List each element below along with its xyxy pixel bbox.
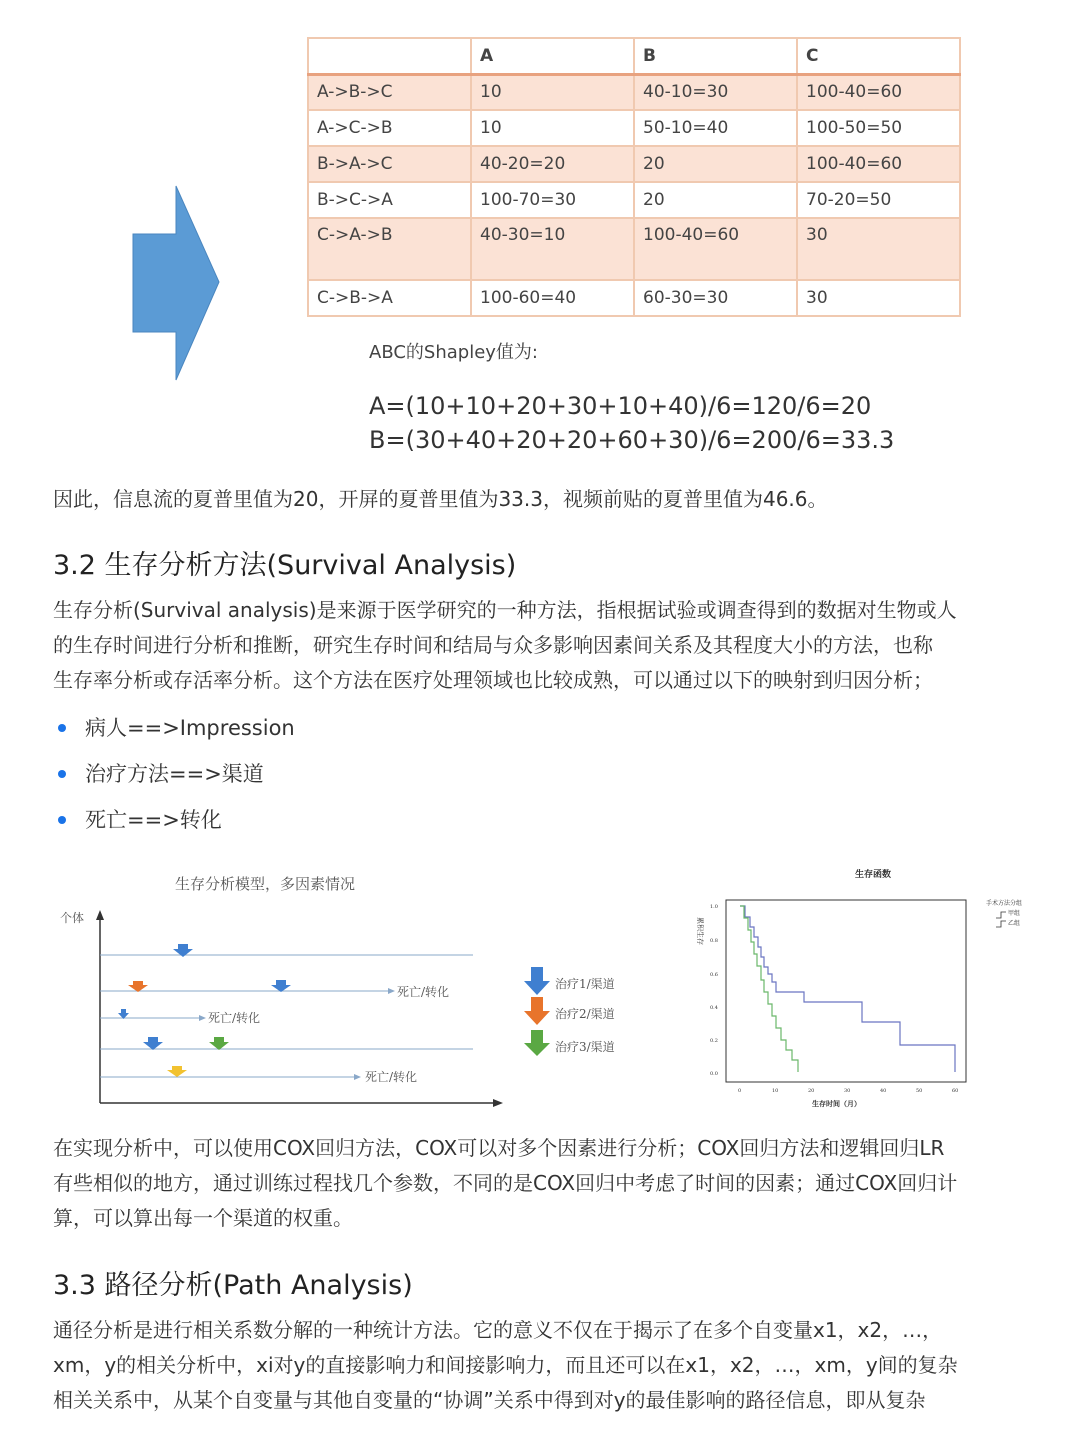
line-end-arrow-icon (354, 1074, 361, 1080)
table-cell: 20 (634, 182, 797, 218)
km-x-tick: 40 (880, 1088, 887, 1094)
paragraph-line: 生存率分析或存活率分析。这个方法在医疗处理领域也比较成熟，可以通过以下的映射到归因分析； (53, 668, 933, 692)
model-x-axis-arrow-icon (493, 1099, 503, 1107)
paragraph-line: 在实现分析中，可以使用COX回归方法，COX可以对多个因素进行分析；COX回归方法和逻辑回归LR (53, 1136, 945, 1160)
table-cell: 30 (797, 280, 960, 316)
km-y-label: 累积生存 (696, 917, 704, 945)
km-curve-group-1 (740, 906, 955, 1072)
bullet-dot-icon (58, 724, 66, 732)
paragraph-line: 有些相似的地方，通过训练过程找几个参数，不同的是COX回归中考虑了时间的因素；通过COX回归计 (53, 1171, 958, 1195)
paragraph-line: 相关关系中，从某个自变量与其他自变量的“协调”关系中得到对y的最佳影响的路径信息，即从复杂 (53, 1388, 926, 1412)
conclusion-text: 因此，信息流的夏普里值为20，开屏的夏普里值为33.3，视频前贴的夏普里值为46.6。 (53, 487, 828, 511)
legend-green-arrow-icon (524, 1030, 550, 1056)
model-legend (524, 967, 615, 1056)
table-header-row (308, 38, 960, 74)
table-cell: 20 (634, 146, 797, 182)
table-cell: 40-10=30 (634, 74, 797, 110)
model-y-label: 个体 (60, 911, 85, 925)
km-x-tick: 50 (916, 1088, 923, 1094)
km-x-tick: 0 (738, 1088, 742, 1094)
km-x-tick: 30 (844, 1088, 851, 1094)
table-cell: 70-20=50 (797, 182, 960, 218)
km-title: 生存函数 (855, 870, 892, 880)
table-cell: C->A->B (308, 218, 471, 280)
km-y-ticks (710, 904, 718, 1077)
km-y-tick: 0.2 (710, 1038, 718, 1044)
km-legend (986, 899, 1022, 927)
km-legend-title: 手术方法分组 (986, 900, 1023, 907)
table-cell: 100-60=40 (471, 280, 634, 316)
orange-down-arrow-icon (128, 981, 148, 992)
table-cell: A->B->C (308, 74, 471, 110)
table-cell: 100-40=60 (634, 218, 797, 280)
legend-orange-arrow-icon (524, 997, 550, 1025)
paragraph-line: 算，可以算出每一个渠道的权重。 (53, 1206, 353, 1230)
table-cell: 10 (471, 74, 634, 110)
km-y-tick: 0.8 (710, 938, 718, 944)
treatment-arrows (118, 944, 291, 1077)
paragraph-line: 的生存时间进行分析和推断，研究生存时间和结局与众多影响因素间关系及其程度大小的方法，也称 (53, 633, 933, 657)
green-down-arrow-icon (209, 1037, 229, 1050)
table-cell: 40-20=20 (471, 146, 634, 182)
table-header-cell (308, 38, 471, 74)
big-arrow-icon (128, 182, 224, 386)
cox-paragraph (53, 1131, 1063, 1236)
table-row (308, 74, 960, 110)
section-heading-3-3: 3.3 路径分析(Path Analysis) (53, 1270, 413, 1301)
bullet-dot-icon (58, 816, 66, 824)
bullet-dot-icon (58, 770, 66, 778)
km-legend-item: 甲组 (1008, 910, 1021, 917)
km-plot-frame (726, 900, 966, 1082)
table-row (308, 182, 960, 218)
table-header-cell: B (634, 38, 797, 74)
table-cell: 30 (797, 218, 960, 280)
table-header-cell: C (797, 38, 960, 74)
mapping-list (53, 710, 295, 848)
table-row (308, 146, 960, 182)
section-3-3-paragraph (53, 1313, 1063, 1418)
legend-label: 治疗3/渠道 (555, 1040, 615, 1054)
km-y-tick: 0.0 (710, 1071, 718, 1077)
legend-label: 治疗2/渠道 (555, 1007, 615, 1021)
table-cell: C->B->A (308, 280, 471, 316)
km-x-tick: 20 (808, 1088, 815, 1094)
list-item-label: 死亡==>转化 (85, 808, 222, 832)
model-y-axis-arrow-icon (96, 910, 104, 920)
km-x-label: 生存时间（月） (812, 1099, 861, 1108)
km-y-tick: 1.0 (710, 904, 718, 910)
table-cell: 100-70=30 (471, 182, 634, 218)
table-cell: 10 (471, 110, 634, 146)
blue-down-arrow-icon (143, 1037, 163, 1050)
table-header-cell: A (471, 38, 634, 74)
table-cell: 60-30=30 (634, 280, 797, 316)
km-legend-item: 乙组 (1008, 920, 1021, 927)
table-cell: 100-40=60 (797, 74, 960, 110)
table-cell: A->C->B (308, 110, 471, 146)
shapley-formula-a: A=(10+10+20+30+10+40)/6=120/6=20 (369, 392, 872, 420)
death-label: 死亡/转化 (397, 985, 450, 999)
death-label: 死亡/转化 (365, 1070, 418, 1084)
km-y-tick: 0.6 (710, 972, 718, 978)
table-cell: 100-50=50 (797, 110, 960, 146)
line-end-arrow-icon (388, 988, 395, 994)
km-y-tick: 0.4 (710, 1005, 718, 1011)
km-curve-group-2 (740, 906, 798, 1072)
table-row (308, 280, 960, 316)
shapley-table (307, 37, 961, 317)
km-x-ticks (738, 1088, 958, 1094)
survival-model-figure (55, 860, 645, 1115)
list-item (53, 802, 295, 848)
paragraph-line: xm，y的相关分析中，xi对y的直接影响力和间接影响力，而且还可以在x1，x2，…，xm，y间的复杂 (53, 1353, 958, 1377)
table-row (308, 218, 960, 280)
table-cell: 50-10=40 (634, 110, 797, 146)
yellow-down-arrow-icon (167, 1066, 187, 1077)
table-cell: B->C->A (308, 182, 471, 218)
shapley-title: ABC的Shapley值为: (369, 342, 538, 363)
km-x-tick: 10 (772, 1088, 779, 1094)
section-heading-3-2: 3.2 生存分析方法(Survival Analysis) (53, 550, 517, 581)
model-figure-title: 生存分析模型，多因素情况 (175, 875, 356, 893)
list-item (53, 756, 295, 802)
section-3-2-paragraph (53, 593, 1063, 698)
list-item-label: 病人==>Impression (85, 716, 295, 740)
paragraph-line: 通径分析是进行相关系数分解的一种统计方法。它的意义不仅在于揭示了在多个自变量x1，x2，…， (53, 1318, 943, 1342)
paragraph-line: 生存分析(Survival analysis)是来源于医学研究的一种方法，指根据试验或调查得到的数据对生物或人 (53, 598, 957, 622)
line-end-arrow-icon (199, 1015, 206, 1021)
km-x-tick: 60 (952, 1088, 959, 1094)
table-cell: 100-40=60 (797, 146, 960, 182)
death-label: 死亡/转化 (208, 1011, 261, 1025)
table-row (308, 110, 960, 146)
table-cell: B->A->C (308, 146, 471, 182)
table-cell: 40-30=10 (471, 218, 634, 280)
km-legend-line-icon (996, 921, 1006, 927)
legend-blue-arrow-icon (524, 967, 550, 995)
km-legend-line-icon (996, 912, 1006, 918)
list-item-label: 治疗方法==>渠道 (85, 762, 264, 786)
blue-down-arrow-icon (271, 980, 291, 992)
list-item (53, 710, 295, 756)
shapley-formula-b: B=(30+40+20+20+60+30)/6=200/6=33.3 (369, 426, 895, 454)
legend-label: 治疗1/渠道 (555, 977, 615, 991)
km-survival-figure (690, 862, 1035, 1112)
